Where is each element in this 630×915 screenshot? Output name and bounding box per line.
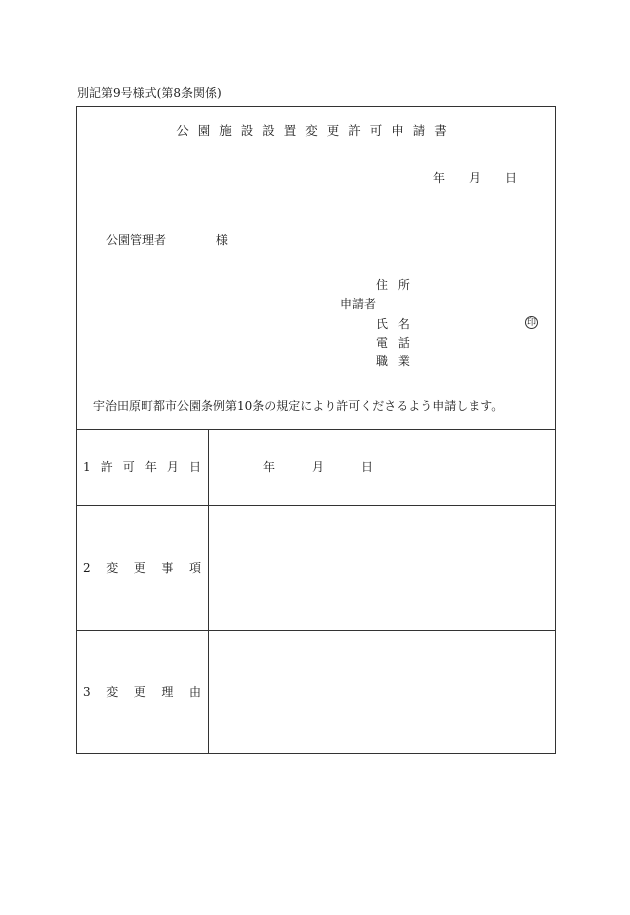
name-field xyxy=(373,317,413,331)
applicant-label: 申請者 xyxy=(340,297,377,311)
addressee xyxy=(106,233,228,247)
row3-char: 3 xyxy=(83,685,91,699)
row1-char: 日 xyxy=(188,460,201,474)
occupation-label-1: 職 xyxy=(375,354,388,368)
column-divider xyxy=(208,429,209,753)
date-month-label: 月 xyxy=(468,171,481,185)
table-top-border xyxy=(77,429,555,430)
row2-char: 2 xyxy=(83,561,91,575)
manager-label: 公園管理者 xyxy=(106,233,167,247)
date-year-label: 年 xyxy=(432,171,445,185)
row1-char: 年 xyxy=(144,460,157,474)
row-divider-2 xyxy=(77,630,555,631)
row-divider-1 xyxy=(77,505,555,506)
row-change-reason-label xyxy=(83,685,201,699)
name-label-2: 名 xyxy=(397,317,410,331)
occupation-label-2: 業 xyxy=(397,354,410,368)
seal-mark: 印 xyxy=(526,318,536,328)
row2-char: 変 xyxy=(106,561,119,575)
row1-char: 月 xyxy=(166,460,179,474)
date-day-label: 日 xyxy=(504,171,517,185)
application-statement: 宇治田原町都市公園条例第10条の規定により許可くださるよう申請します。 xyxy=(93,399,504,413)
row1-char: 1 xyxy=(83,460,91,474)
application-form xyxy=(76,106,556,754)
row3-char: 理 xyxy=(161,685,174,699)
row2-char: 項 xyxy=(188,561,201,575)
row1-char: 可 xyxy=(122,460,135,474)
phone-field xyxy=(373,336,413,350)
manager-honorific: 様 xyxy=(215,233,228,247)
address-label-2: 所 xyxy=(397,278,410,292)
form-title: 公園施設設置変更許可申請書 xyxy=(176,123,456,138)
address-field xyxy=(373,278,413,292)
details-table xyxy=(77,429,555,753)
row3-char: 更 xyxy=(133,685,146,699)
row3-char: 由 xyxy=(188,685,201,699)
permit-date-year: 年 xyxy=(263,460,276,474)
row2-char: 事 xyxy=(161,561,174,575)
row3-char: 変 xyxy=(106,685,119,699)
phone-label-1: 電 xyxy=(375,336,388,350)
form-caption: 別記第9号様式(第8条関係) xyxy=(77,86,222,100)
application-date xyxy=(77,171,529,185)
row2-char: 更 xyxy=(133,561,146,575)
address-label-1: 住 xyxy=(375,278,388,292)
permit-date-month: 月 xyxy=(312,460,325,474)
permit-date-field xyxy=(263,460,410,474)
name-label-1: 氏 xyxy=(375,317,388,331)
row1-char: 許 xyxy=(100,460,113,474)
phone-label-2: 話 xyxy=(397,336,410,350)
row-permit-date-label xyxy=(83,460,201,474)
row-change-items-label xyxy=(83,561,201,575)
occupation-field xyxy=(373,354,413,368)
permit-date-day: 日 xyxy=(361,460,374,474)
